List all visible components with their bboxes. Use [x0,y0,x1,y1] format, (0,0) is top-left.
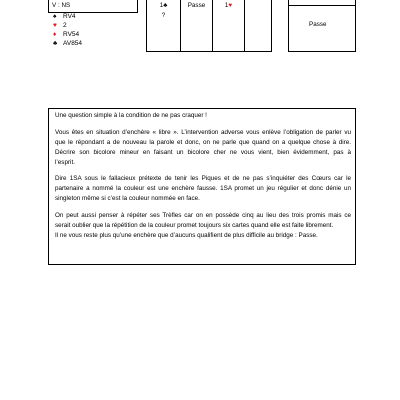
hand-row-clubs [48,39,138,48]
text-line: partenaire a nommé la couleur est une enchère fausse. 1SA promet un jeu régulier et donc dénie un [55,185,351,192]
club-cards: AV854 [63,40,83,48]
bid-1-club [147,1,180,11]
text-line: singleton même si c’est la couleur nommée en face. [55,195,200,202]
bidding-column-2 [180,0,212,51]
explanation-box [48,108,356,265]
hand [48,12,138,49]
bidding-column-1 [146,0,180,51]
bidding-table [146,0,272,52]
answer-divider [289,5,355,6]
paragraph-free-bid [55,128,351,168]
paragraph-clubs [55,211,351,241]
bidding-column-4 [244,0,272,51]
text-line: On peut aussi penser à répéter ses Trèfles car on en possède cinq au lieu des trois promis mais ce [55,211,351,219]
answer-box [288,0,356,52]
bid-pass: Passe [187,2,206,9]
next-call-question: ? [161,12,166,19]
text-line: Décrire son bicolore mineur en faisant un bicolore cher ne vous vient, bien évidemment, pas à [55,148,351,156]
hand-row-hearts [48,21,138,30]
text-line: Il ne vous reste plus qu’une enchère que d’aucuns qualifient de plus difficile au bridge : Passe. [55,231,318,239]
bidding-column-3 [212,0,244,51]
hand-row-spades [48,12,138,21]
heart-icon: ♥ [53,21,57,29]
paragraph-1sa [55,174,351,204]
heart-cards: 2 [63,21,67,29]
vulnerability-label: V : NS [48,0,138,13]
heart-icon: ♥ [228,2,233,9]
answer-call: Passe [309,21,327,28]
bid-level: 1 [159,2,164,9]
bid-level: 1 [224,2,229,9]
diamond-icon: ♦ [53,31,57,39]
paragraph-intro [55,111,351,121]
hand-row-diamonds [48,30,138,39]
club-icon: ♣ [53,40,58,48]
club-icon: ♣ [163,2,168,9]
text-line: que le répondant a de nouveau la parole et donc, on ne parle que quand on a quelque chose à dire. [55,138,351,146]
text-line: Une question simple à la condition de ne pas craquer ! [55,112,207,119]
text-line: l’esprit. [55,158,75,166]
spade-icon: ♠ [53,12,57,20]
text-line: Vous êtes en situation d’enchère « libre ». L’intervention adverse vous enlève l’obligation de parler vu [55,128,351,136]
text-line: Dire 1SA sous le fallacieux prétexte de tenir les Piques et de ne pas s’inquiéter des Cœurs car le [55,175,351,182]
bid-1-heart [213,1,244,11]
spade-cards: RV4 [63,12,76,20]
diamond-cards: RV54 [63,31,80,39]
text-line: serait oublier que la répétition de la couleur promet toujours six cartes quand elle est faite librement. [55,221,334,229]
